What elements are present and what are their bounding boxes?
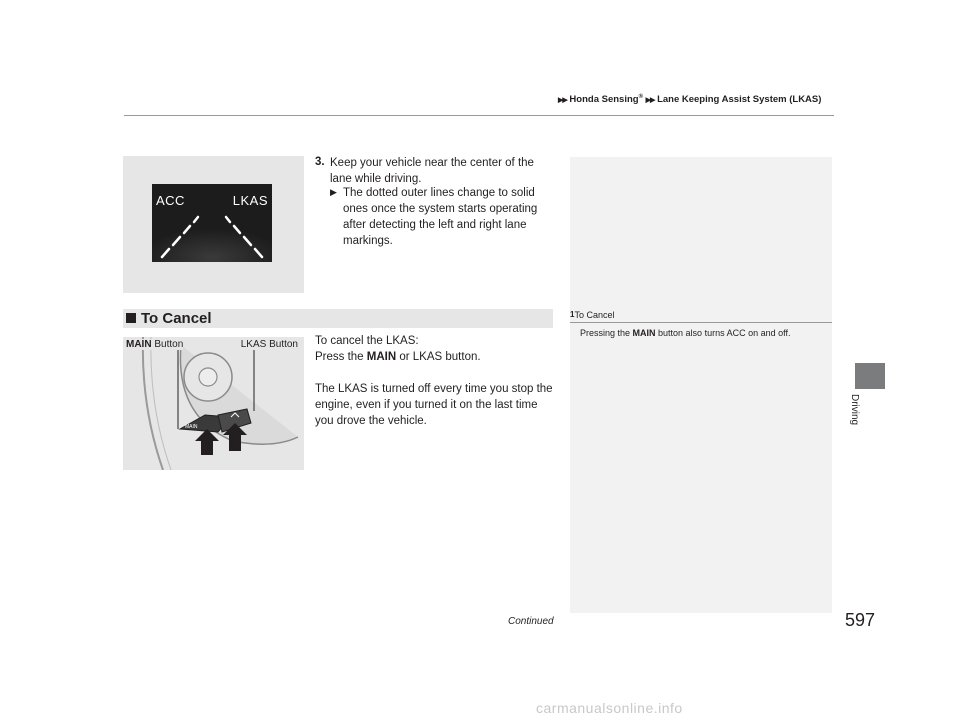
breadcrumb-arrow-icon: ▶▶ [558, 97, 567, 105]
breadcrumb [558, 94, 821, 105]
note-heading-text: To Cancel [574, 310, 615, 320]
note-heading [570, 310, 614, 320]
note-ref-icon: 1 [570, 310, 575, 319]
breadcrumb-item-honda-sensing: Honda Sensing [569, 94, 639, 106]
cancel-instruction [315, 349, 555, 365]
main-button-label-rest: Button [151, 339, 184, 350]
note-text-bold: MAIN [632, 328, 656, 338]
steering-buttons-figure [123, 337, 304, 470]
acc-indicator-label: ACC [156, 193, 185, 208]
registered-mark: ® [638, 94, 643, 100]
step-text: Keep your vehicle near the center of the lane while driving. [330, 157, 534, 185]
lkas-display-screen [152, 184, 272, 262]
sub-step-text: The dotted outer lines change to solid ones once the system starts operating after detecting the left and right lane markings. [343, 187, 538, 247]
sub-step-arrow-icon: ▶ [330, 187, 337, 197]
chapter-tab-label: Driving [849, 394, 860, 426]
cancel-instruction-pre: Press the [315, 351, 367, 363]
main-button-label-bold: MAIN [126, 339, 152, 350]
side-note-panel [570, 157, 832, 613]
breadcrumb-item-lkas: Lane Keeping Assist System (LKAS) [657, 94, 822, 106]
note-text-post: button also turns ACC on and off. [655, 328, 791, 338]
main-button-text: MAIN [185, 424, 198, 430]
page-number: 597 [845, 610, 876, 630]
watermark: carmanualsonline.info [536, 700, 683, 716]
note-text-pre: Pressing the [580, 328, 633, 338]
header-rule [124, 115, 834, 116]
section-heading [123, 309, 553, 328]
note-rule [570, 322, 832, 323]
main-button-label [126, 339, 183, 350]
lane-lines-icon [152, 184, 272, 262]
chapter-tab [855, 363, 885, 389]
lkas-indicator-label: LKAS [232, 193, 268, 208]
cancel-note-paragraph: The LKAS is turned off every time you stop the engine, even if you turned it on the last time you drove the vehicle. [315, 383, 553, 427]
step-number: 3. [315, 156, 325, 168]
cancel-instructions [315, 333, 555, 429]
lkas-button-label: LKAS Button [240, 339, 298, 350]
cancel-instruction-bold: MAIN [366, 351, 397, 363]
continued-label: Continued [508, 616, 554, 627]
note-text [580, 328, 790, 338]
chapter-tab-label-wrap [848, 394, 868, 434]
steering-wheel-icon [123, 337, 304, 470]
section-square-icon [126, 313, 136, 323]
section-title: To Cancel [141, 310, 212, 327]
cancel-intro: To cancel the LKAS: [315, 335, 419, 347]
breadcrumb-arrow-icon: ▶▶ [645, 97, 655, 105]
cancel-instruction-post: or LKAS button. [396, 351, 481, 363]
